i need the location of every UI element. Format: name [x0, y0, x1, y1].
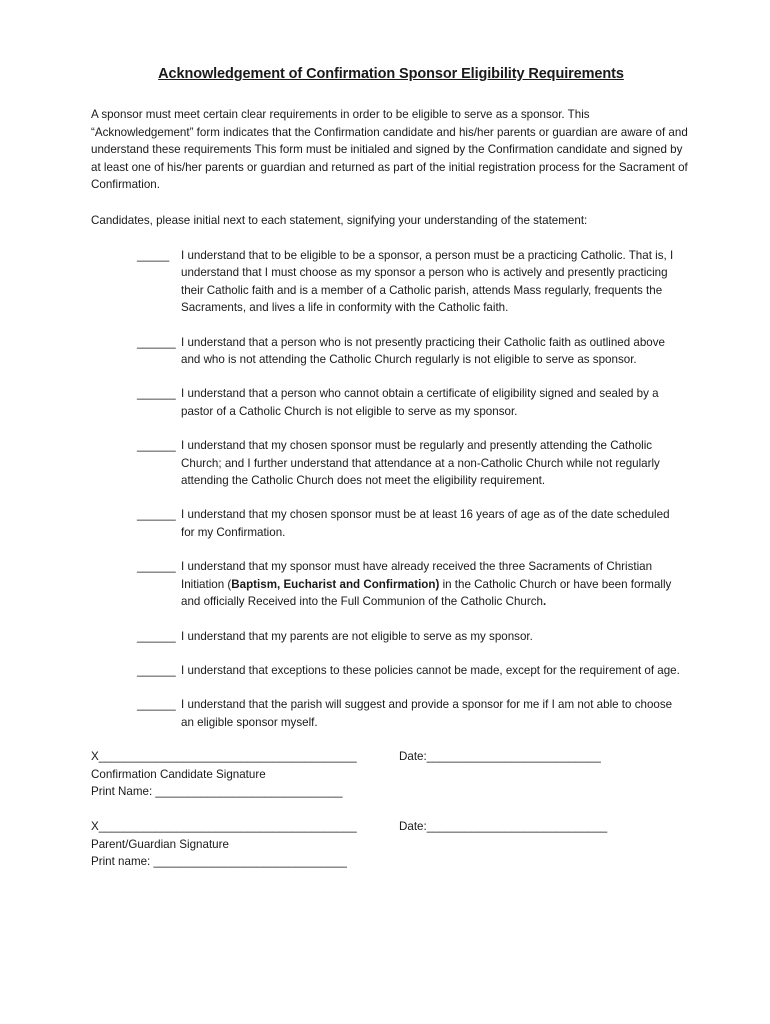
signature-section [91, 748, 691, 870]
statement-4 [91, 437, 691, 489]
statement-text: I understand that my chosen sponsor must be regularly and presently attending the Catholic Church; and I further understand that attendance at a non-Catholic Church while not regularly attending the Catholic Church does not meet the eligibility requirement. [181, 439, 660, 488]
statement-text: I understand that exceptions to these policies cannot be made, except for the requirement of age. [181, 663, 680, 677]
sacraments-bold-text: Baptism, Eucharist and Confirmation) [231, 577, 440, 591]
statement-text [181, 558, 681, 610]
statement-6 [91, 558, 691, 610]
statement-7 [91, 628, 691, 645]
initial-blank[interactable]: _____ [137, 249, 170, 262]
initial-blank[interactable]: ______ [137, 387, 176, 401]
parent-signature-label: Parent/Guardian Signature [91, 837, 229, 851]
parent-signature-row [91, 818, 691, 835]
intro-paragraph: A sponsor must meet certain clear requirements in order to be eligible to serve as a sponsor. This “Acknowledgement” form indicates that the Confirmation candidate and his/her parents or guardian are aware of and understand these requirements This form must be initialed and signed by the Confirmation candidate and signed by at least one of his/her parents or guardian and returned as part of the initial registration process for the Sacrament of Confirmation. [91, 108, 688, 191]
initial-blank[interactable]: ______ [137, 629, 176, 643]
statement-period: . [542, 595, 547, 609]
statement-text: I understand that the parish will suggest and provide a sponsor for me if I am not able to choose an eligible sponsor myself. [181, 698, 673, 729]
statement-text: I understand that my parents are not eligible to serve as my sponsor. [181, 629, 533, 643]
statement-text: I understand that my chosen sponsor must be at least 16 years of age as of the date scheduled for my Confirmation. [181, 508, 670, 539]
statement-text-part: in the Catholic Church or have been formally and officially Received into the Full Communion of the Catholic Church [181, 577, 672, 609]
initial-blank[interactable]: ______ [137, 439, 176, 453]
statement-text-part: I understand that my sponsor must have already received the three Sacraments of Christian Initiation ( [181, 560, 653, 591]
document-title: Acknowledgement of Confirmation Sponsor Eligibility Requirements [158, 66, 624, 82]
statement-9 [91, 696, 691, 731]
statement-5 [91, 506, 691, 541]
candidate-signature-label: Confirmation Candidate Signature [91, 767, 266, 781]
statement-text: I understand that to be eligible to be a sponsor, a person must be a practicing Catholic. That is, I understand that I must choose as my sponsor a person who is actively and presently practicing their Catholic faith and is a member of a Catholic parish, attends Mass regularly, frequents the Sacraments, and lives a life in conformity with the Catholic faith. [181, 249, 674, 315]
initial-blank[interactable]: ______ [137, 663, 176, 677]
candidate-print-name-line[interactable]: Print Name: _____________________________ [91, 784, 343, 798]
statement-text: I understand that a person who cannot obtain a certificate of eligibility signed and sealed by a pastor of a Catholic Church is not eligible to serve as my sponsor. [181, 387, 659, 418]
parent-date-line[interactable]: Date:____________________________ [399, 820, 608, 834]
parent-print-name-line[interactable]: Print name: ______________________________ [91, 855, 347, 869]
statement-2 [91, 334, 691, 369]
initial-blank[interactable]: ______ [137, 698, 176, 712]
statement-text: I understand that a person who is not presently practicing their Catholic faith as outlined above and who is not attending the Catholic Church regularly is not eligible to serve as sponsor. [181, 335, 666, 367]
document-page [91, 66, 691, 871]
statement-1 [91, 247, 691, 317]
candidate-signature-line[interactable]: X________________________________________ [91, 750, 357, 764]
initial-blank[interactable]: ______ [137, 335, 176, 349]
initial-blank[interactable]: ______ [137, 508, 176, 522]
instruction-paragraph: Candidates, please initial next to each statement, signifying your understanding of the statement: [91, 213, 588, 227]
candidate-date-line[interactable]: Date:___________________________ [399, 750, 601, 764]
statement-3 [91, 385, 691, 420]
initial-blank[interactable]: ______ [137, 560, 176, 574]
parent-signature-line[interactable]: X________________________________________ [91, 820, 357, 834]
candidate-signature-row [91, 748, 691, 765]
statement-8 [91, 662, 691, 679]
